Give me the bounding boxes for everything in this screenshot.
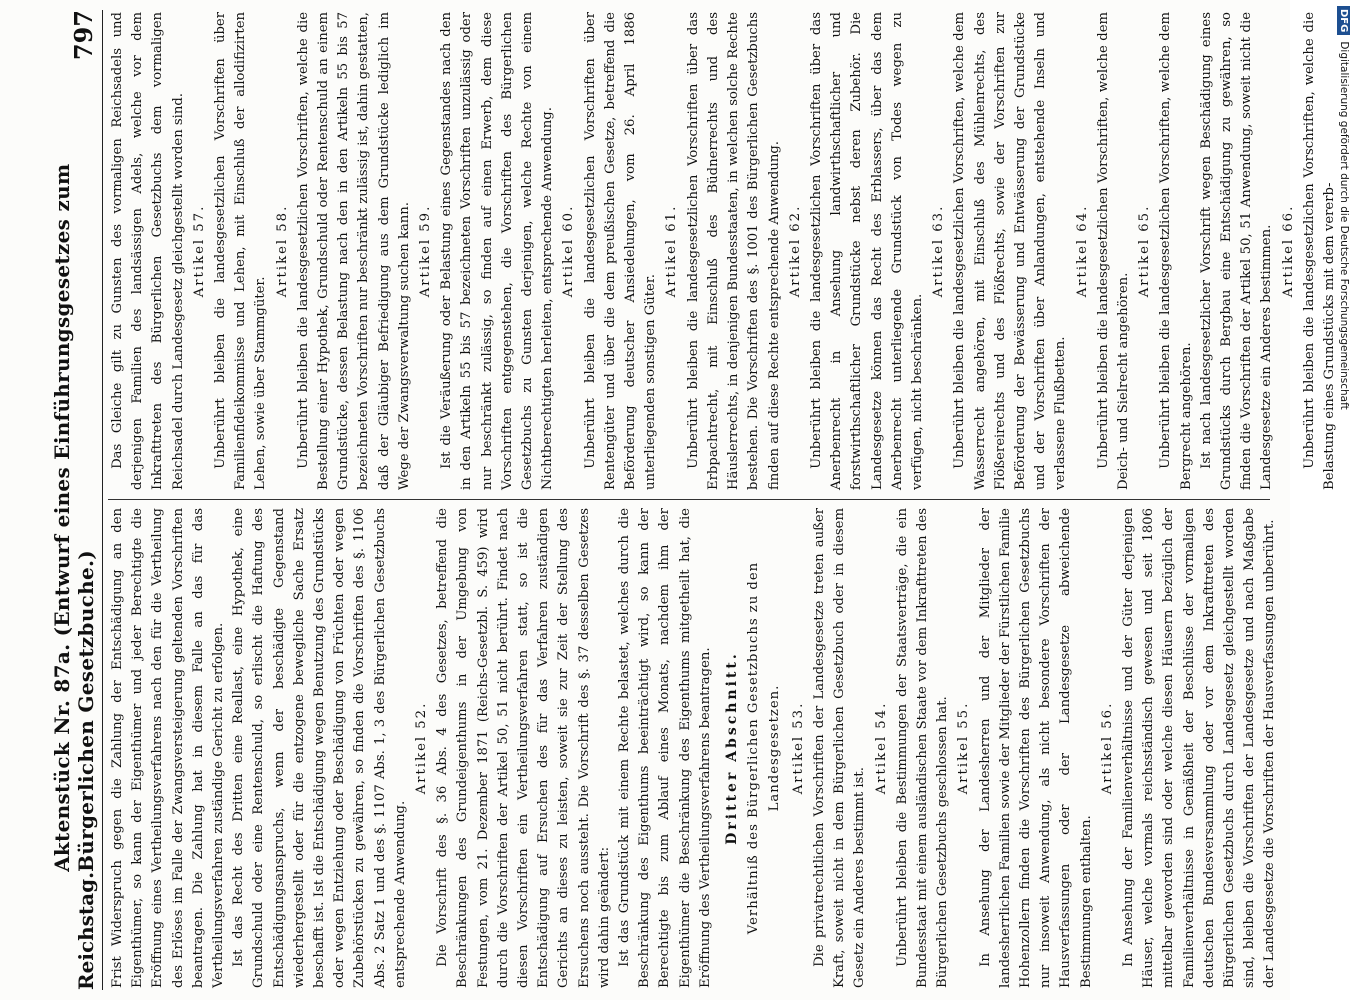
article-heading: Artikel 56. [1099,701,1115,795]
left-text-column [108,508,1278,988]
paragraph: In Ansehung der Familienverhältnisse und der Güter derjenigen Häuser, welche vormals reichsständisch gewesen und seit 1806 mittelbar geworden sind oder welche diesen Häusern bezüglich der Familienverhältnisse in Gemäßheit der Beschlüsse der vormaligen deutschen Bundesversammlung oder vor dem Inkrafttreten des Bürgerlichen Gesetzbuchs durch Landesgesetz gleichgestellt worden sind, bleiben die Vorschriften der Landesgesetze und nach Maßgabe der Landesgesetze die Vorschriften der Hausverfassungen unberührt. [1120,508,1278,988]
paragraph: Unberührt bleiben die landesgesetzlichen Vorschriften über Familienfideikommisse und Lehen, mit Einschluß der allodifizirten Lehen, sowie über Stammgüter. [213,12,269,490]
paragraph: Die Vorschrift des §. 36 Abs. 4 des Gesetzes, betreffend die Beschränkungen des Grundeigenthums in der Umgebung von Festungen, vom 21. Dezember 1871 (Reichs-Gesetzbl. S. 459) wird durch die Vorschriften der Artikel 50, 51 nicht berührt. Findet nach diesen Vorschriften ein Vertheilungsverfahren statt, so ist die Entschädigung auf Ersuchen des für das Verfahren zuständigen Gerichts an dieses zu leisten, soweit sie zur Zeit der Stellung des Ersuchens noch aussteht. Die Vorschrift des §. 37 desselben Gesetzes wird dahin geändert: [435,508,612,988]
paragraph: Unberührt bleiben die landesgesetzlichen Vorschriften, welche die Bestellung einer Hypothek, Grundschuld oder Rentenschuld an einem Grundstücke, dessen Belastung nach den in den Artikeln 55 bis 57 bezeichneten Vorschriften nur beschränkt zulässig ist, dahin gestatten, daß der Gläubiger Befriedigung aus dem Grundstücke lediglich im Wege der Zwangsverwaltung suchen kann. [295,12,412,490]
article-heading: Artikel 57. [191,204,207,298]
paragraph: Unberührt bleiben die landesgesetzlichen Vorschriften über das Anerbenrecht in Ansehung landwirthschaftlicher und forstwirthschaftlicher Grundstücke nebst deren Zubehör. Die Landesgesetze können das Recht des Erblassers, über das dem Anerbenrecht unterliegende Grundstück von Todes wegen zu verfügen, nicht beschränken. [808,12,925,490]
paragraph: Ist das Recht des Dritten eine Reallast, eine Hypothek, eine Grundschuld oder eine Rentenschuld, so erlischt die Haftung des Entschädigungsanspruchs, wenn der beschädigte Gegenstand wiederhergestellt oder für die entzogene bewegliche Sache Ersatz beschafft ist. Ist die Entschädigung wegen Benutzung des Grundstücks oder wegen Entziehung oder Beschädigung von Früchten oder wegen Zubehörstücken zu gewähren, so finden die Vorschriften des §. 1106 Abs. 2 Satz 1 und des §. 1107 Abs. 1, 3 des Bürgerlichen Gesetzbuchs entsprechende Anwendung. [231,508,408,988]
paragraph: Unberührt bleiben die landesgesetzlichen Vorschriften über das Erbpachtrecht, mit Einschluß des Büdnerrechts und des Häuslerrechts, in denjenigen Bundesstaaten, in welchen solche Rechte bestehen. Die Vorschriften des §. 1001 des Bürgerlichen Gesetzbuchs finden auf diese Rechte entsprechende Anwendung. [685,12,782,490]
paragraph: Die privatrechtlichen Vorschriften der Landesgesetze treten außer Kraft, soweit nicht in dem Bürgerlichen Gesetzbuch oder in diesem Gesetz ein Anderes bestimmt ist. [811,508,868,988]
paragraph: Frist Widerspruch gegen die Zahlung der Entschädigung an den Eigenthümer, so kann der Eigenthümer und jeder Berechtigte die Eröffnung eines Vertheilungsverfahrens nach den für die Vertheilung des Erlöses im Falle der Zwangsversteigerung geltenden Vorschriften beantragen. Die Zahlung hat in diesem Falle an das für das Vertheilungsverfahren zuständige Gericht zu erfolgen. [110,508,227,988]
article-heading: Artikel 63. [931,204,947,298]
paragraph: Ist nach landesgesetzlicher Vorschrift wegen Beschädigung eines Grundstücks durch Bergbau eine Entschädigung zu gewähren, so finden die Vorschriften der Artikel 50, 51 Anwendung, soweit nicht die Landesgesetze ein Anderes bestimmen. [1198,12,1275,490]
article-heading: Artikel 53. [790,701,806,795]
article-heading: Artikel 60. [561,204,577,298]
column-divider [108,499,1270,500]
article-heading: Artikel 52. [414,701,430,795]
paragraph: Unberührt bleiben die landesgesetzlichen Vorschriften, welche dem Wasserrecht angehören, mit Einschluß des Mühlenrechts, des Flößereirechts und des Flößrechts, sowie der Vorschriften zur Beförderung der Bewässerung und Entwässerung der Grundstücke und der Vorschriften über Anlandungen, entstehende Inseln und verlassene Flußbetten. [952,12,1069,490]
paragraph: Ist das Grundstück mit einem Rechte belastet, welches durch die Beschränkung des Eigenthums beeinträchtigt wird, so kann der Berechtigte bis zum Ablauf eines Monats, nachdem ihm der Eigenthümer die Beschränkung des Eigenthums mitgetheilt hat, die Eröffnung des Vertheilungsverfahrens beantragen. [617,508,713,988]
page-number: 797 [69,10,98,61]
page-header [50,10,103,990]
digitization-credit [1337,6,1351,996]
article-heading: Artikel 59. [418,204,434,298]
article-heading: Artikel 54. [873,701,889,795]
header-title: Aktenstück Nr. 87a. (Entwurf eines Einführungsgesetzes zum Bürgerlichen Gesetzbuche.) [50,163,98,872]
paragraph: Unberührt bleiben die landesgesetzlichen Vorschriften, welche die Belastung eines Grundstücks mit dem vererb- [1301,12,1337,490]
article-heading: Artikel 65. [1137,204,1153,298]
article-heading: Artikel 66. [1280,204,1296,298]
paragraph: Unberührt bleiben die landesgesetzlichen Vorschriften, welche dem Deich- und Sielrecht angehören. [1095,12,1131,490]
dfg-logo: DFG [1338,6,1351,35]
article-heading: Artikel 58. [274,204,290,298]
credit-text: Digitalisierung gefördert durch die Deutsche Forschungsgemeinschaft [1338,41,1350,410]
section-subheading: Verhältniß des Bürgerlichen Gesetzbuchs zu den Landesgesetzen. [746,561,782,935]
paragraph: Unberührt bleiben die landesgesetzlichen Vorschriften über Rentengüter und über die dem preußischen Gesetze, betreffend die Beförderung deutscher Ansiedelungen, vom 26. April 1886 unterliegenden sonstigen Güter. [582,12,659,490]
article-heading: Artikel 64. [1074,204,1090,298]
paragraph: Das Gleiche gilt zu Gunsten des vormaligen Reichsadels und derjenigen Familien des landsässigen Adels, welche vor dem Inkrafttreten des Bürgerlichen Gesetzbuchs dem vormaligen Reichsadel durch Landesgesetz gleichgestellt worden sind. [110,12,186,490]
article-heading: Artikel 55. [956,701,972,795]
section-heading: Dritter Abschnitt. [724,651,741,845]
article-heading: Artikel 61. [664,204,680,298]
paragraph: In Ansehung der Landesherren und der Mitglieder der landesherrlichen Familien sowie der Mitglieder der Fürstlichen Familie Hohenzollern finden die Vorschriften des Bürgerlichen Gesetzbuchs nur insoweit Anwendung, als nicht besondere Vorschriften der Hausverfassungen oder der Landesgesetze abweichende Bestimmungen enthalten. [977,508,1094,988]
paragraph: Ist die Veräußerung oder Belastung eines Gegenstandes nach den in den Artikeln 55 bis 57 bezeichneten Vorschriften unzulässig oder nur beschränkt zulässig, so finden auf einen Erwerb, dem diese Vorschriften entgegenstehen, die Vorschriften des Bürgerlichen Gesetzbuchs zu Gunsten derjenigen, welche Rechte von einem Nichtberechtigten herleiten, entsprechende Anwendung. [439,12,556,490]
paragraph: Unberührt bleiben die Bestimmungen der Staatsverträge, die ein Bundesstaat mit einem ausländischen Staate vor dem Inkrafttreten des Bürgerlichen Gesetzbuchs geschlossen hat. [894,508,951,988]
article-heading: Artikel 62. [787,204,803,298]
header-reichstag: Reichstag. [74,871,98,990]
paragraph: Unberührt bleiben die landesgesetzlichen Vorschriften, welche dem Bergrecht angehören. [1158,12,1194,490]
right-text-column [108,12,1337,490]
